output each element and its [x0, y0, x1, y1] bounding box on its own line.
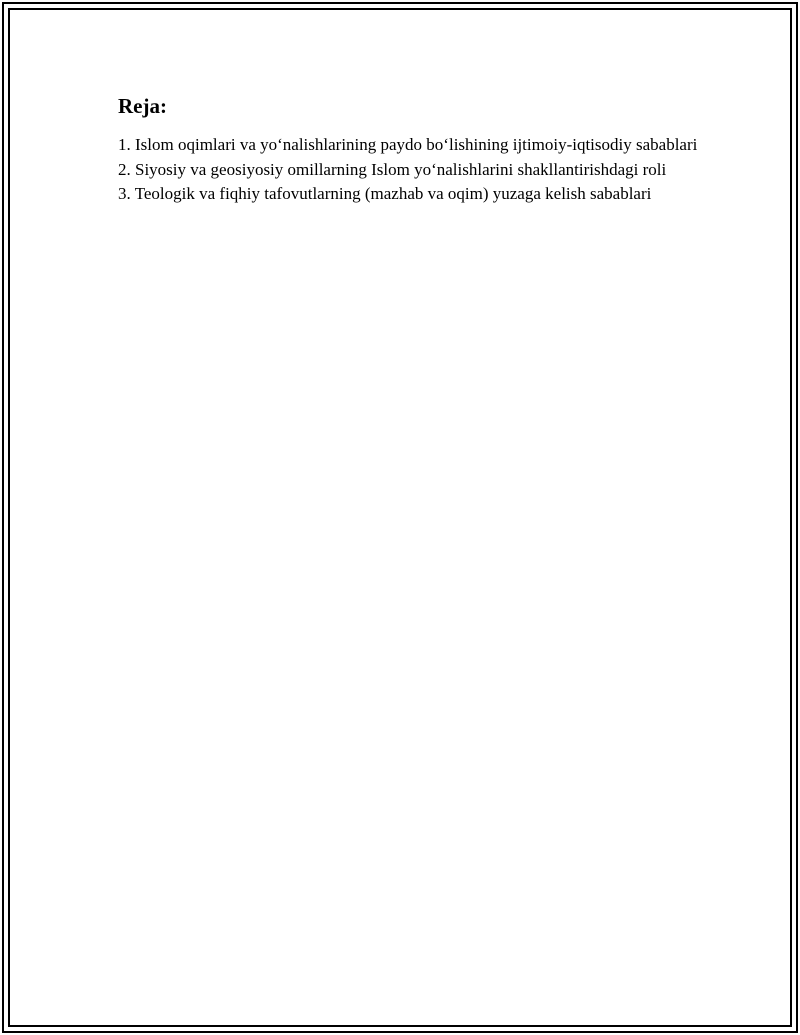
document-body	[118, 93, 698, 207]
plan-heading: Reja:	[118, 94, 167, 118]
plan-item-1: 1. Islom oqimlari va yo‘nalishlarining paydo bo‘lishining ijtimoiy-iqtisodiy sabablari	[118, 135, 698, 154]
plan-item-3: 3. Teologik va fiqhiy tafovutlarning (mazhab va oqim) yuzaga kelish sabablari	[118, 184, 652, 203]
plan-item-2: 2. Siyosiy va geosiyosiy omillarning Islom yo‘nalishlarini shakllantirishdagi roli	[118, 159, 667, 179]
plan-list	[118, 133, 698, 207]
